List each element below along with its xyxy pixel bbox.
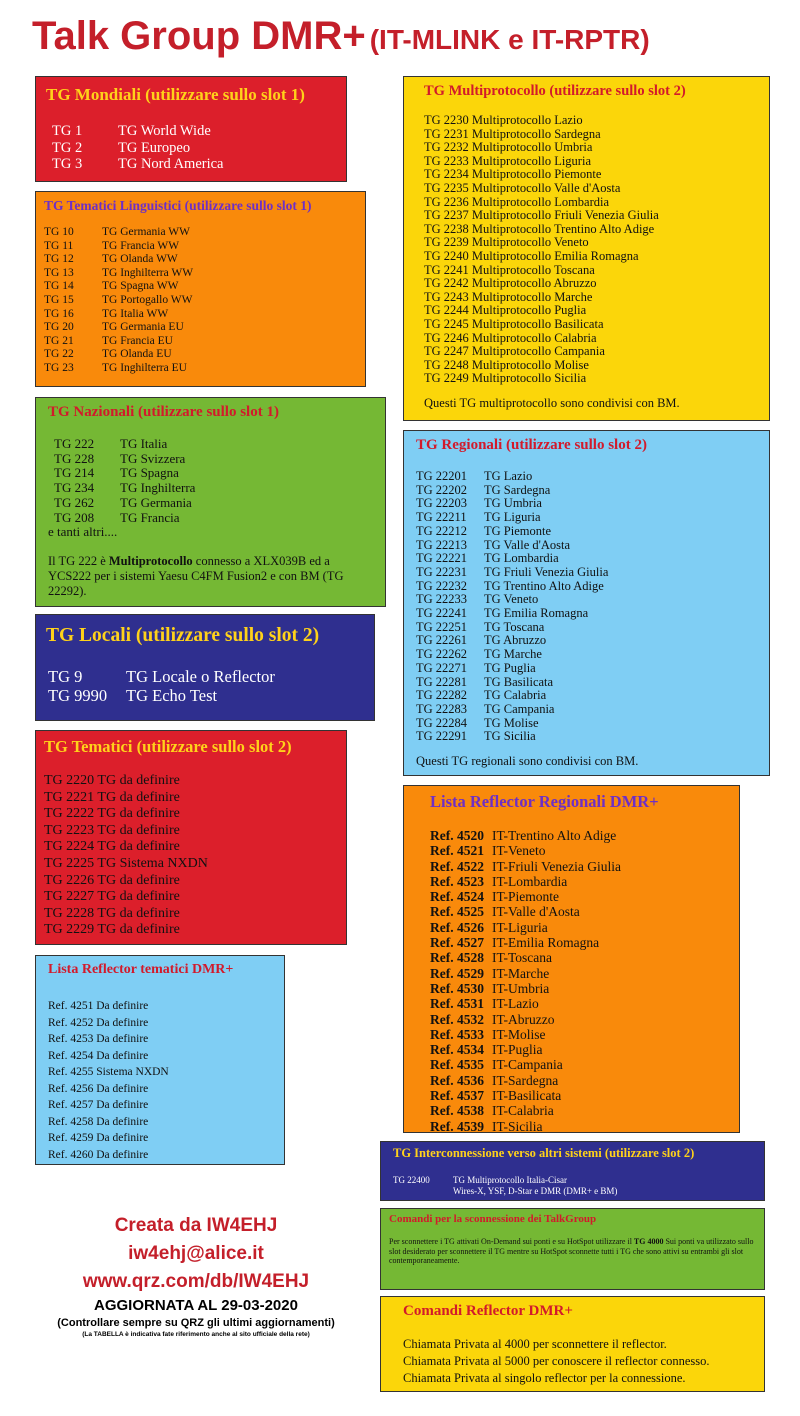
list-item: TG 21 TG Francia EU bbox=[44, 334, 173, 347]
page-title-sub: (IT-MLINK e IT-RPTR) bbox=[369, 24, 650, 55]
list-item: TG 2236 Multiprotocollo Lombardia bbox=[424, 194, 610, 209]
list-item: TG 2237 Multiprotocollo Friuli Venezia Giulia bbox=[424, 208, 659, 223]
list-item: TG 2226 TG da definire bbox=[44, 872, 180, 888]
qrz-link[interactable]: www.qrz.com/db/IW4EHJ bbox=[82, 1271, 310, 1292]
list-item: TG 2244 Multiprotocollo Puglia bbox=[424, 303, 587, 318]
list-item: TG 2 TG Europeo bbox=[52, 139, 191, 156]
list-item: TG 1 TG World Wide bbox=[52, 123, 211, 139]
list-item: Ref. 4536 IT-Sardegna bbox=[430, 1072, 559, 1088]
list-item: TG 2224 TG da definire bbox=[44, 839, 180, 855]
list-item: TG 2246 Multiprotocollo Calabria bbox=[424, 330, 597, 345]
list-item: TG 2247 Multiprotocollo Campania bbox=[424, 344, 605, 359]
list-item: Ref. 4524 IT-Piemonte bbox=[430, 889, 559, 905]
list-item: TG 22271 TG Puglia bbox=[416, 660, 536, 675]
credits bbox=[28, 1212, 364, 1340]
list-item: TG 22 TG Olanda EU bbox=[44, 348, 172, 361]
list-item: TG 22241 TG Emilia Romagna bbox=[416, 606, 589, 621]
list-item: Chiamata Privata al 5000 per conoscere il reflector connesso. bbox=[403, 1354, 710, 1368]
list-item: Ref. 4521 IT-Veneto bbox=[430, 843, 546, 859]
list-item: TG 222 TG Italia bbox=[54, 436, 168, 451]
list-item: TG 2239 Multiprotocollo Veneto bbox=[424, 235, 589, 250]
list-item: Ref. 4526 IT-Liguria bbox=[430, 919, 548, 935]
list-item: TG 2242 Multiprotocollo Abruzzo bbox=[424, 276, 597, 291]
list-item: TG 22203 TG Umbria bbox=[416, 496, 542, 511]
list-item: TG 2238 Multiprotocollo Trentino Alto Adige bbox=[424, 221, 655, 236]
list-item: TG 22221 TG Lombardia bbox=[416, 551, 559, 566]
list-item: TG 2230 Multiprotocollo Lazio bbox=[424, 113, 583, 127]
list-item: Ref. 4256 Da definire bbox=[48, 1082, 149, 1095]
list-item: TG 22282 TG Calabria bbox=[416, 688, 547, 703]
tg-interconnessione-title: TG Interconnessione verso altri sistemi (utilizzare slot 2) bbox=[393, 1146, 695, 1160]
list-item: TG 262 TG Germania bbox=[54, 494, 192, 510]
list-item: TG 22283 TG Campania bbox=[416, 701, 555, 716]
tg-tematici-title: TG Tematici (utilizzare sullo slot 2) bbox=[44, 737, 292, 756]
list-item: TG 2221 TG da definire bbox=[44, 789, 180, 805]
list-item: TG 11 TG Francia WW bbox=[44, 239, 180, 252]
list-item: Ref. 4523 IT-Lombardia bbox=[430, 873, 568, 889]
tg-locali-title: TG Locali (utilizzare sullo slot 2) bbox=[46, 625, 320, 646]
list-item: TG 2240 Multiprotocollo Emilia Romagna bbox=[424, 248, 639, 263]
list-item: Ref. 4252 Da definire bbox=[48, 1016, 149, 1029]
multiprotocollo-note: Questi TG multiprotocollo sono condivisi con BM. bbox=[424, 395, 680, 410]
comandi-reflector-box bbox=[380, 1296, 765, 1392]
list-item: TG 2233 Multiprotocollo Liguria bbox=[424, 153, 591, 168]
list-item: TG 2243 Multiprotocollo Marche bbox=[424, 289, 593, 304]
list-item: TG 22211 TG Liguria bbox=[416, 510, 541, 525]
comandi-sconnessione-box bbox=[380, 1208, 765, 1290]
page-title bbox=[32, 14, 792, 70]
list-item: Ref. 4259 Da definire bbox=[48, 1132, 149, 1144]
list-item: Ref. 4534 IT-Puglia bbox=[430, 1042, 543, 1058]
page-title-main: Talk Group DMR+ bbox=[32, 14, 366, 58]
list-item: TG 2220 TG da definire bbox=[44, 773, 180, 788]
list-item: Ref. 4539 IT-Sicilia bbox=[430, 1118, 543, 1133]
list-item: TG 22212 TG Piemonte bbox=[416, 523, 552, 538]
tg-regionali-box bbox=[403, 430, 770, 776]
list-item: TG 22231 TG Friuli Venezia Giulia bbox=[416, 564, 609, 579]
list-item: Ref. 4531 IT-Lazio bbox=[430, 996, 539, 1012]
author: Creata da IW4EHJ bbox=[114, 1215, 278, 1236]
list-item: Ref. 4535 IT-Campania bbox=[430, 1057, 563, 1073]
list-item: TG 2228 TG da definire bbox=[44, 905, 180, 921]
reflector-regionali-box bbox=[403, 785, 740, 1133]
list-item: TG 16 TG Italia WW bbox=[44, 307, 169, 320]
list-item: TG 3 TG Nord America bbox=[52, 156, 224, 172]
updated-date: AGGIORNATA AL 29-03-2020 bbox=[94, 1297, 298, 1314]
list-item: Ref. 4258 Da definire bbox=[48, 1115, 149, 1128]
tg-multiprotocollo-box bbox=[403, 76, 770, 421]
list-item: TG 2235 Multiprotocollo Valle d'Aosta bbox=[424, 180, 621, 195]
list-item: TG 2229 TG da definire bbox=[44, 922, 180, 938]
list-item: Chiamata Privata al singolo reflector per la connessione. bbox=[403, 1371, 686, 1385]
list-item: Chiamata Privata al 4000 per sconnettere il reflector. bbox=[403, 1337, 667, 1351]
list-item: Ref. 4537 IT-Basilicata bbox=[430, 1088, 562, 1104]
list-item: TG 15 TG Portogallo WW bbox=[44, 293, 193, 306]
list-item: TG 214 TG Spagna bbox=[54, 465, 179, 481]
nazionali-note: Il TG 222 è Multiprotocollo connesso a XLX039B ed a YCS222 per i sistemi Yaesu C4FM Fusion2 e con BM (TG 22292). bbox=[48, 553, 344, 598]
list-item: TG 2222 TG da definire bbox=[44, 806, 180, 822]
list-item: TG 22233 TG Veneto bbox=[416, 592, 539, 607]
list-item: Ref. 4528 IT-Toscana bbox=[430, 950, 553, 966]
list-item: TG 9 TG Locale o Reflector bbox=[48, 667, 275, 686]
list-item: TG 23 TG Inghilterra EU bbox=[44, 361, 187, 374]
list-item: Ref. 4520 IT-Trentino Alto Adige bbox=[430, 828, 617, 843]
tg-tematici-box bbox=[35, 730, 347, 945]
tg-nazionali-box bbox=[35, 397, 386, 607]
list-item: Ref. 4527 IT-Emilia Romagna bbox=[430, 935, 600, 951]
list-item: Ref. 4525 IT-Valle d'Aosta bbox=[430, 904, 580, 920]
tg-linguistici-title: TG Tematici Linguistici (utilizzare sullo slot 1) bbox=[44, 198, 312, 213]
list-item: Ref. 4255 Sistema NXDN bbox=[48, 1066, 169, 1078]
reflector-regionali-title: Lista Reflector Regionali DMR+ bbox=[430, 792, 659, 811]
list-item: TG 22213 TG Valle d'Aosta bbox=[416, 537, 571, 552]
list-item: TG 2249 Multiprotocollo Sicilia bbox=[424, 371, 587, 386]
list-item: Ref. 4529 IT-Marche bbox=[430, 965, 550, 981]
list-item: TG 2241 Multiprotocollo Toscana bbox=[424, 262, 595, 277]
list-item: TG 2245 Multiprotocollo Basilicata bbox=[424, 316, 604, 331]
check-note: (Controllare sempre su QRZ gli ultimi aggiornamenti) bbox=[57, 1317, 335, 1329]
list-item: TG 12 TG Olanda WW bbox=[44, 253, 178, 266]
list-item: TG 2232 Multiprotocollo Umbria bbox=[424, 140, 593, 155]
list-item: TG 22261 TG Abruzzo bbox=[416, 633, 547, 648]
comandi-reflector-title: Comandi Reflector DMR+ bbox=[403, 1303, 573, 1319]
tg-regionali-title: TG Regionali (utilizzare sullo slot 2) bbox=[416, 437, 647, 453]
reflector-tematici-title: Lista Reflector tematici DMR+ bbox=[48, 962, 234, 977]
tg-linguistici-box bbox=[35, 191, 366, 387]
list-item: Ref. 4533 IT-Molise bbox=[430, 1026, 546, 1042]
list-item: Ref. 4538 IT-Calabria bbox=[430, 1103, 554, 1119]
list-item: Ref. 4253 Da definire bbox=[48, 1033, 149, 1045]
interconnessione-line2: Wires-X, YSF, D-Star e DMR (DMR+ e BM) bbox=[453, 1186, 618, 1196]
list-item: TG 13 TG Inghilterra WW bbox=[44, 266, 194, 279]
comandi-sconnessione-text: Per sconnettere i TG attivati On-Demand sui ponti e su HotSpot utilizzare il TG 4000 Sui ponti va utilizzato sullo slot desiderato per sconnettere il TG mentre su HotSpot sconnette tutti i TG che sono attivi su entrambi gli slot contemporaneamente. bbox=[389, 1237, 754, 1266]
list-item: TG 22262 TG Marche bbox=[416, 647, 542, 662]
list-item: Ref. 4254 Da definire bbox=[48, 1049, 149, 1062]
list-item: Ref. 4260 Da definire bbox=[48, 1148, 149, 1161]
tg-multiprotocollo-title: TG Multiprotocollo (utilizzare sullo slot 2) bbox=[424, 83, 686, 99]
list-item: Ref. 4530 IT-Umbria bbox=[430, 980, 550, 996]
list-item: TG 22202 TG Sardegna bbox=[416, 482, 551, 497]
list-item: TG 228 TG Svizzera bbox=[54, 450, 186, 466]
tg-mondiali-title: TG Mondiali (utilizzare sullo slot 1) bbox=[46, 85, 305, 104]
list-item: TG 22251 TG Toscana bbox=[416, 619, 545, 634]
list-item: Ref. 4522 IT-Friuli Venezia Giulia bbox=[430, 858, 621, 874]
list-item: TG 10 TG Germania WW bbox=[44, 226, 190, 238]
comandi-sconnessione-title: Comandi per la sconnessione dei TalkGroup bbox=[389, 1213, 597, 1225]
disclaimer: (La TABELLA è indicativa fate riferimento anche al sito ufficiale della rete) bbox=[82, 1331, 310, 1338]
list-item: TG 2223 TG da definire bbox=[44, 822, 180, 838]
list-item: TG 2231 Multiprotocollo Sardegna bbox=[424, 126, 601, 141]
nazionali-extra: e tanti altri.... bbox=[48, 524, 118, 540]
list-item: TG 234 TG Inghilterra bbox=[54, 480, 196, 496]
tg-locali-box bbox=[35, 614, 375, 721]
list-item: TG 2225 TG Sistema NXDN bbox=[44, 855, 208, 871]
tg-mondiali-box bbox=[35, 76, 347, 182]
list-item: Ref. 4251 Da definire bbox=[48, 1000, 149, 1012]
reflector-tematici-box bbox=[35, 955, 285, 1165]
list-item: TG 22201 TG Lazio bbox=[416, 469, 533, 483]
list-item: Ref. 4257 Da definire bbox=[48, 1099, 149, 1111]
list-item: TG 2227 TG da definire bbox=[44, 889, 180, 905]
list-item: Ref. 4532 IT-Abruzzo bbox=[430, 1011, 555, 1027]
list-item: TG 22281 TG Basilicata bbox=[416, 674, 554, 689]
list-item: TG 9990 TG Echo Test bbox=[48, 686, 218, 705]
interconnessione-line1: TG 22400 TG Multiprotocollo Italia-Cisar bbox=[393, 1175, 567, 1185]
list-item: TG 22232 TG Trentino Alto Adige bbox=[416, 578, 604, 593]
tg-interconnessione-box bbox=[380, 1141, 765, 1201]
list-item: TG 22284 TG Molise bbox=[416, 715, 539, 730]
list-item: TG 208 TG Francia bbox=[54, 509, 180, 525]
regionali-note: Questi TG regionali sono condivisi con BM. bbox=[416, 754, 639, 769]
list-item: TG 2248 Multiprotocollo Molise bbox=[424, 357, 589, 372]
email-link[interactable]: iw4ehj@alice.it bbox=[128, 1243, 264, 1264]
list-item: TG 14 TG Spagna WW bbox=[44, 280, 179, 293]
list-item: TG 22291 TG Sicilia bbox=[416, 729, 536, 744]
list-item: TG 2234 Multiprotocollo Piemonte bbox=[424, 167, 602, 182]
list-item: TG 20 TG Germania EU bbox=[44, 321, 184, 334]
tg-nazionali-title: TG Nazionali (utilizzare sullo slot 1) bbox=[48, 404, 279, 420]
